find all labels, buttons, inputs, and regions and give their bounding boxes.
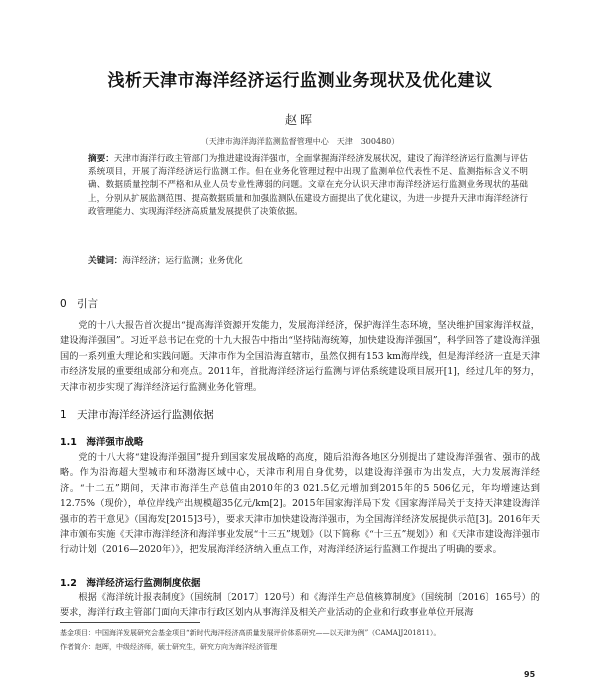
footnote-fund: 基金项目：中国海洋发展研究会基金项目“新时代海洋经济高质量发展评价体系研究——以天津为例”（CAMA]J201811）。 bbox=[60, 629, 441, 637]
footnote-divider bbox=[60, 622, 200, 623]
section-text-1-1: 党的十八大将“建设海洋强国”提升到国家发展战略的高度，随后沿海各地区分别提出了建设海洋强省、强市的战略。作为沿海超大型城市和环渤海区域中心，天津市利用自身优势，以建设海洋强市为出发点，大力发展海洋经济。“十二五”期间，天津市海洋生产总值由2010年的3 021.5亿元增加到2015年的5 506亿元，年均增速达到12.75%（现价），单位岸线产出规模超35亿元/km[2]。2015年国家海洋局下发《国家海洋局关于支持天津建设海洋强市的若干意见》（国海发[2015]3号），要求天津市加快建设海洋强市，为全国海洋经济发展提供示范[3]。2016年天津市颁布实施《天津市海洋经济和海洋事业发展“十三五”规划》（以下简称《“十三五”规划》）和《天津市建设海洋强市行动计划（2016—2020年）》，把发展海洋经济纳入重点工作，对海洋经济运行监测工作提出了明确的要求。 bbox=[60, 452, 540, 556]
paper-title: 浅析天津市海洋经济运行监测业务现状及优化建议 bbox=[107, 71, 493, 91]
abstract-text: 天津市海洋行政主管部门为推进建设海洋强市，全面掌握海洋经济发展状况，建设了海洋经济运行监测与评估系统项目，开展了海洋经济运行监测工作。但在业务化管理过程中出现了监测单位代表性不足、监测指标含义不明确、数据质量控制不严格和从业人员专业性薄弱的问题。文章在充分认识天津市海洋经济运行监测业务现状的基础上，分别从扩展监测范围、提高数据质量和加强监测队伍建设方面提出了优化建议，为进一步提升天津市海洋经济行政管理能力、实现海洋经济高质量发展提供了决策依据。 bbox=[88, 154, 528, 217]
keywords-label: 关键词： bbox=[88, 256, 123, 266]
keywords-text: 海洋经济；运行监测；业务优化 bbox=[122, 256, 243, 266]
keywords bbox=[88, 255, 528, 268]
author-affiliation: （天津市海洋海洋监测监督管理中心 天津 300480） bbox=[200, 137, 400, 146]
section-heading-introduction: 0 引言 bbox=[60, 298, 99, 310]
section-heading-1-1: 1.1 海洋强市战略 bbox=[60, 437, 144, 448]
section-heading-1-2: 1.2 海洋经济运行监测制度依据 bbox=[60, 578, 201, 589]
section-heading-1: 1 天津市海洋经济运行监测依据 bbox=[60, 409, 214, 421]
footnote-author-bio: 作者简介：赵晖，中级经济师，硕士研究生，研究方向为海洋经济管理 bbox=[60, 643, 277, 651]
abstract bbox=[88, 153, 528, 219]
section-text-1-2: 根据《海洋统计报表制度》（国统制〔2017〕120号）和《海洋生产总值核算制度》（国统制〔2016〕165号）的要求，海洋行政主管部门面向天津市行政区划内从事海洋及相关产业活动的企业和行政事业单位开展海 bbox=[60, 592, 540, 619]
author-name: 赵晖 bbox=[284, 113, 315, 127]
page-number: 95 bbox=[524, 670, 536, 679]
section-text-introduction: 党的十八大报告首次提出“提高海洋资源开发能力，发展海洋经济，保护海洋生态环境，坚决维护国家海洋权益，建设海洋强国”。习近平总书记在党的十九大报告中指出“坚持陆海统筹，加快建设海洋强国”，科学回答了建设海洋强国的一系列重大理论和实践问题。天津市作为全国沿海直辖市，虽然仅拥有153 km海岸线，但是海洋经济一直是天津市经济发展的重要组成部分和亮点。2011年，首批海洋经济运行监测与评估系统建设项目展开[1]，经过几年的努力，天津市初步实现了海洋经济运行监测业务化管理。 bbox=[60, 320, 540, 393]
abstract-label: 摘要： bbox=[88, 154, 114, 164]
